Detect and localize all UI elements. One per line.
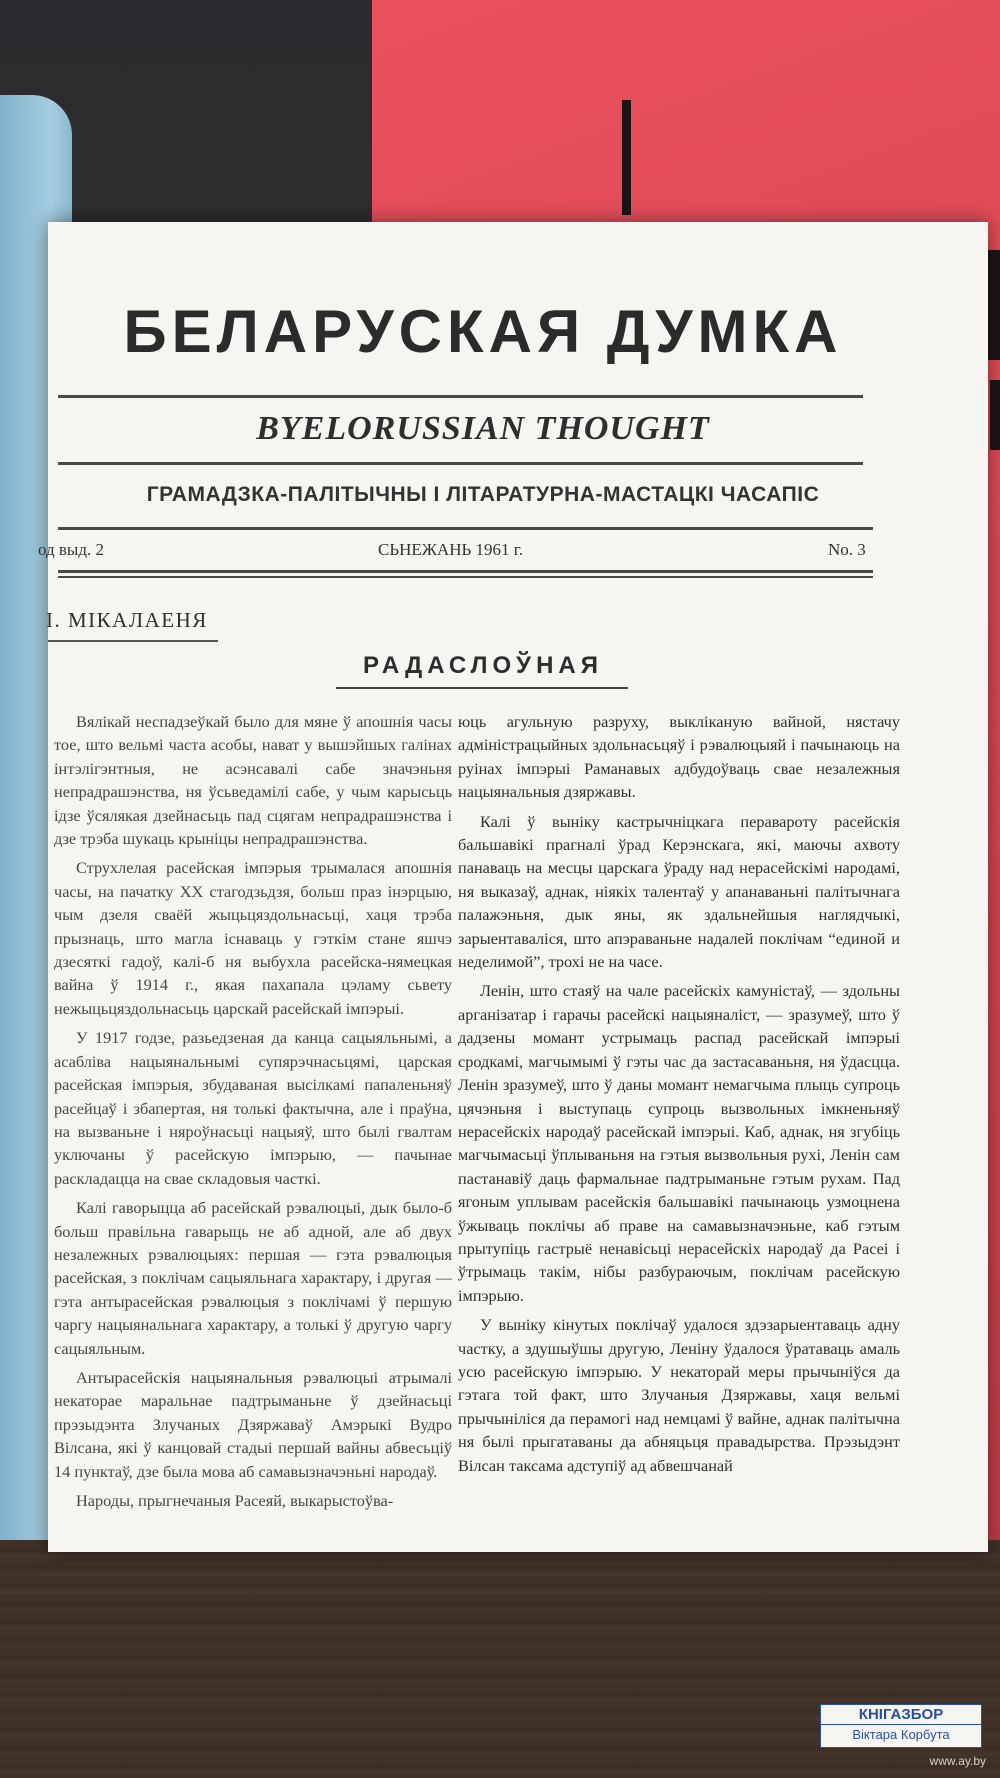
issue-rule-bottom — [58, 570, 873, 573]
paragraph: Антырасейскія нацыянальныя рэвалюцыі атрымалі некаторае маральнае падтрыманьне ў дзейнасьці прэзыдэнта Злучаных Дзяржаваў Амэрыкі Вудро Вілсана, які ў канцовай стадыі першай вайны абвесьціў 14 пунктаў, дзе была мова аб самавызначэньні народаў. — [54, 1367, 452, 1481]
stamp-line-2: Віктара Корбута — [852, 1727, 950, 1742]
author-underline — [48, 640, 218, 642]
library-stamp — [820, 1704, 982, 1748]
right-column — [458, 710, 900, 1483]
paragraph: Вялікай неспадзеўкай было для мяне ў апошнія часы тое, што вельмі часта асобы, нават у вышэйшых галінах інтэлігэнтныя, не асэнсавалі сабе значэньня непрадрашэнства, ня ўсьведамілі сабе, у чым карысьць ідзе ўсялякая дзейнасьць пад сцягам непрадрашэнства і дзе трэба шукаць крыніцы непрадрашэнства. — [54, 712, 452, 849]
paragraph: Калі ў выніку кастрычніцкага перавароту расейскія бальшавікі прагналі ўрад Керэнскага, які, маючы ахвоту панаваць на месцы царскага ўраду над нерасейскімі народамі, ня выказаў, аднак, ніякіх талентаў у апанаваньні палітычнага палажэньня, дык яны, як здальнейшыя наглядчыкі, зарыентаваліся, што апэраваньне надалей поклічам “единой и неделимой”, трохі не на часе. — [458, 811, 900, 972]
magazine-page — [38, 222, 988, 1742]
red-sheet-mark — [990, 380, 1000, 450]
paragraph: У выніку кінутых поклічаў удалося здэзарыентаваць адну частку, а здушыўшы другую, Леніну ўдалося ўратаваць амаль усю расейскую імпэрыю. У некаторай меры прычыніўся да гэтага той факт, што Злучаныя Дзяржавы, хаця вельмі прычыніліся да перамогі над немцамі ў вайне, аднак палітычна ня былі прыгатаваны да абняцьця правадырства. Прэзыдэнт Вілсан таксама адступіў ад абвешчанай — [458, 1315, 900, 1475]
issue-rule-bottom — [58, 576, 873, 578]
red-sheet-mark — [622, 100, 631, 215]
paragraph: У 1917 годзе, разьедзеная да канца сацыяльнымі, а асабліва нацыянальнымі супярэчнасьцямі, царская расейская імпэрыя, збудаваная высілкамі папаленьняў расейцаў і збапертая, ня толькі фактычна, але і праўна, на вызваньне і няроўнасьці нацыяў, што былі гвалтам уключаны ў расейскую імпэрыю, — пачынае раскладацца на свае складовыя часткі. — [54, 1028, 452, 1188]
paragraph: Ленін, што стаяў на чале расейскіх камуністаў, — здольны арганізатар і гарачы расейскі нацыяналіст, — зразумеў, што ў дадзены момант устрымаць распад расейскай імпэрыі сродкамі, магчымымі ў гэты час да застасаваньня, ня ўдасцца. Ленін зразумеў, што ў даны момант немагчыма плыць супроць цячэньня і выступаць супроць вызвольных імкненьняў нерасейскіх народаў расейскай імпэрыі. Каб, аднак, ня згубіць магчымасьці ўплываньня на гэтыя вызвольныя рухі, Ленін сам пастанавіў даць фармальнае падтрыманьне гэтым рухам. Пад ягоным уплывам расейскія бальшавікі пачынаюць узмоцнена ўжываць поклічы аб праве на самавызначэньне, каб гэтым прытупіць гастрыё ненавісьці нерасейскіх народаў да Расеі і ўтрымаць такім, нібы разбураючым, поклічам расейскую імпэрыю. — [458, 981, 900, 1305]
masthead-subtitle-belarusian: ГРАМАДЗКА-ПАЛІТЫЧНЫ І ЛІТАРАТУРНА-МАСТАЦКІ ЧАСАПІС — [146, 483, 820, 506]
masthead-title: БЕЛАРУСКАЯ ДУМКА — [123, 298, 843, 365]
issue-date: СЬНЕЖАНЬ 1961 г. — [378, 540, 524, 559]
article-author: І. МІКАЛАЕНЯ — [46, 608, 208, 632]
issue-rule-top — [58, 527, 873, 530]
masthead-rule — [58, 395, 863, 398]
stamp-line-1: КНІГАЗБОР — [821, 1705, 981, 1725]
masthead-subtitle-english: BYELORUSSIAN THOUGHT — [256, 410, 710, 447]
site-watermark: www.ay.by — [929, 1754, 986, 1768]
paragraph: юць агульную разруху, выкліканую вайной, нястачу адміністрацыйных здольнасьцяў і рэвалюцыяй і пачынаюць на руінах імпэрыі Раманавых адбудоўваць свае незалежныя нацыянальныя дзяржавы. — [458, 712, 900, 802]
left-column — [54, 710, 452, 1518]
paragraph: Калі гаворыцца аб расейскай рэвалюцыі, дык было-б больш правільна гаварыць не аб адной, але аб двух незалежных рэвалюцыях: першая — гэта рэвалюцыя расейская, з поклічам сацыяльнага характару, і другая — гэта антырасейская рэвалюцыя з поклічамі ў першую чаргу нацыянальнага характару, а толькі ў другую чаргу сацыяльным. — [54, 1198, 452, 1358]
issue-number: No. 3 — [828, 540, 866, 559]
paragraph: Народы, прыгнечаныя Расеяй, выкарыстоўва- — [76, 1491, 394, 1510]
masthead-rule — [58, 462, 863, 465]
article-title: РАДАСЛОЎНАЯ — [362, 652, 604, 679]
title-underline — [336, 687, 628, 689]
issue-volume: од выд. 2 — [38, 540, 105, 559]
paragraph: Струхлелая расейская імпэрыя трымалася апошнія часы, на пачатку XX стагодзьдзя, больш праз інэрцыю, чым дзеля сваёй жыцьцяздольнасьці, хаця трэба прызнаць, што магла існаваць у гэткім стане яшчэ дзесяткі гадоў, калі-б ня выбухла расейска-нямецкая вайна ў 1914 г., якая пахапала цэламу сьвету нежыцьцяздольнасьць царскай расейскай імпэрыі. — [54, 858, 452, 1018]
